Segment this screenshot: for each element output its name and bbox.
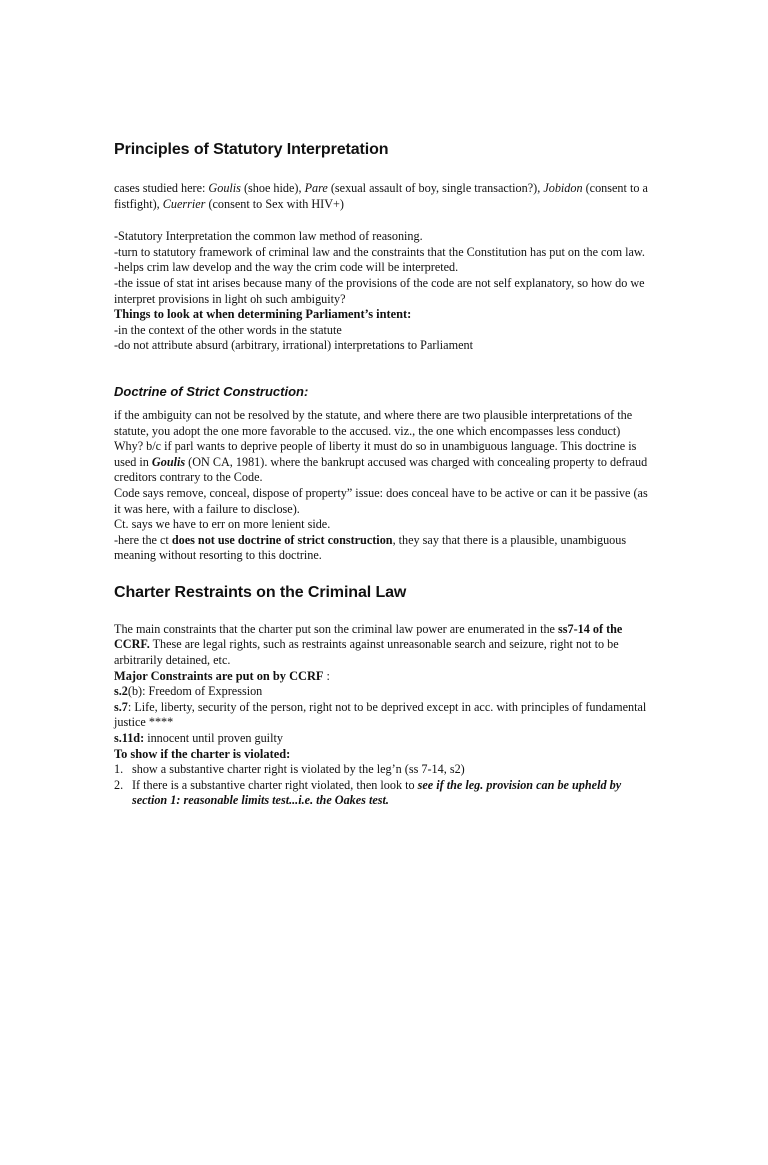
intent-item: -in the context of the other words in the statute — [114, 322, 342, 337]
case-cuerrier: Cuerrier — [162, 196, 206, 211]
document-page — [0, 141, 768, 1165]
document-body — [114, 141, 654, 809]
list-number: 1. — [114, 762, 124, 777]
charter-sections-ref: ss7-14 of the CCRF. — [114, 621, 623, 652]
intent-heading: Things to look at when determining Parliament’s intent: — [114, 307, 412, 322]
list-text-wrapper — [132, 778, 654, 809]
list-text: show a substantive charter right is violated by the leg’n (ss 7-14, s2) — [132, 762, 465, 777]
body-line: -Statutory Interpretation the common law method of reasoning. — [114, 229, 423, 244]
why-text: Why? b/c if parl wants to deprive people of liberty it must do so in unambiguous language. This doctrine is used in — [114, 439, 637, 469]
strict-construction-para: Code says remove, conceal, dispose of property” issue: does conceal have to be active or can it be passive (as it was here, with a failure to disclose). — [114, 485, 648, 516]
strict-construction-para: if the ambiguity can not be resolved by the statute, and where there are two plausible interpretations of the statute, you adopt the one more favorable to the accused. viz., the one which encompasses less conduct) — [114, 407, 633, 438]
strict-construction-para — [114, 439, 654, 486]
constraint-text: : Life, liberty, security of the person, right not to be deprived except in acc. with principles of fundamental justice **** — [114, 699, 647, 730]
holding-text: -here the ct — [114, 532, 172, 547]
body-line: -the issue of stat int arises because many of the provisions of the code are not self explanatory, so how do we interpret provisions in light oh such ambiguity? — [114, 275, 645, 306]
case-goulis: Goulis — [208, 181, 241, 195]
constraint-label: s.2 — [114, 684, 128, 699]
case-jobidon: Jobidon — [543, 181, 583, 195]
charter-intro — [114, 622, 654, 669]
constraint-item — [114, 731, 654, 747]
charter-intro-text: The main constraints that the charter put son the criminal law power are enumerated in the — [114, 621, 559, 636]
list-text: If there is a substantive charter right violated, then look to — [132, 777, 418, 792]
body-line: -turn to statutory framework of criminal law and the constraints that the Constitution has put on the com law. — [114, 244, 645, 259]
major-heading-text: Major Constraints are put on by CCRF — [114, 668, 324, 683]
goulis-detail: (ON CA, 1981). where the bankrupt accused was charged with concealing property to defraud creditors contrary to the Code. — [114, 454, 648, 485]
charter-intro-rest: These are legal rights, such as restraints against unreasonable search and seizure, right not to be arbitrarily detained, etc. — [114, 637, 619, 668]
holding-bold: does not use doctrine of strict construction — [171, 532, 393, 547]
section-title-statutory-interpretation: Principles of Statutory Interpretation — [114, 141, 389, 158]
strict-construction-para: Ct. says we have to err on more lenient side. — [114, 517, 331, 532]
violated-heading: To show if the charter is violated: — [114, 746, 291, 761]
constraint-label: s.11d: — [114, 731, 145, 746]
list-number: 2. — [114, 777, 124, 792]
major-heading-colon: : — [323, 668, 330, 683]
cases-intro: cases studied here: — [114, 181, 209, 195]
list-item — [114, 778, 654, 809]
violation-steps-list — [114, 762, 654, 809]
intent-item: -do not attribute absurd (arbitrary, irrational) interpretations to Parliament — [114, 338, 473, 353]
body-line: -helps crim law develop and the way the crim code will be interpreted. — [114, 260, 459, 275]
case-goulis-ref: Goulis — [151, 454, 186, 469]
list-item — [114, 762, 654, 778]
oakes-test-ref: see if the leg. provision can be upheld by section 1: reasonable limits test...i.e. the Oakes test. — [132, 777, 622, 808]
case-jobidon-desc: (consent to a fistfight), — [114, 181, 648, 211]
case-cuerrier-desc: (consent to Sex with HIV+) — [205, 196, 344, 211]
strict-construction-para — [114, 533, 654, 564]
case-pare: Pare — [304, 181, 328, 195]
cases-studied — [114, 181, 654, 212]
constraint-text: (b): Freedom of Expression — [127, 684, 263, 699]
constraint-item — [114, 700, 654, 731]
constraint-item — [114, 684, 654, 700]
constraint-label: s.7 — [114, 699, 128, 714]
case-goulis-desc: (shoe hide), — [240, 181, 305, 195]
major-constraints-heading — [114, 669, 654, 685]
section-title-strict-construction: Doctrine of Strict Construction: — [114, 383, 309, 399]
case-pare-desc: (sexual assault of boy, single transaction?), — [327, 181, 544, 195]
section-title-charter-restraints: Charter Restraints on the Criminal Law — [114, 583, 407, 601]
constraint-text: innocent until proven guilty — [144, 731, 283, 746]
holding-rest: , they say that there is a plausible, unambiguous meaning without resorting to this doctrine. — [114, 532, 627, 563]
